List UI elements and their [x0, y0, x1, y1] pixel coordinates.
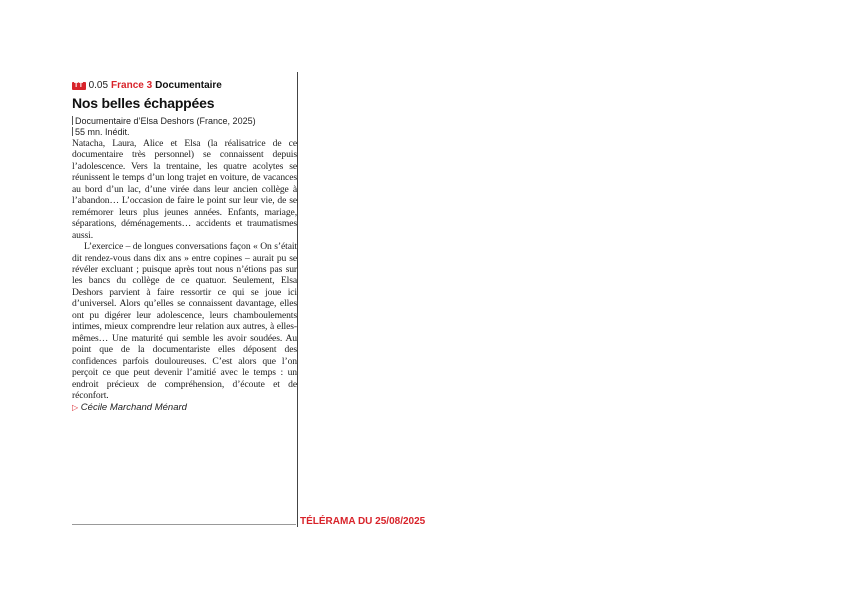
bottom-rule: [72, 524, 296, 525]
channel-name: France 3: [111, 80, 153, 91]
paragraph-1: Natacha, Laura, Alice et Elsa (la réalisatrice de ce documentaire très personnel) se connaissent depuis l’adolescence. Vers la trentaine, les quatre acolytes se réunissent le temps d’un long trajet en voiture, de vacances au bord d’un lac, d’une virée dans leur ancien collège à l’abandon… L’occasion de faire le point sur leur vie, de se remémorer leurs plus jeunes années. Enfants, mariage, séparations, déménagements… accidents et traumatismes aussi.: [72, 138, 297, 241]
triangle-arrow-icon: ▷: [72, 403, 79, 413]
program-credits: [72, 116, 297, 138]
article-clipping: [72, 80, 297, 414]
author-signature: [72, 402, 297, 414]
author-name: Cécile Marchand Ménard: [80, 402, 187, 414]
source-caption: TÉLÉRAMA DU 25/08/2025: [300, 516, 426, 527]
genre-label: Documentaire: [155, 80, 222, 91]
broadcast-time: 0.05: [88, 80, 109, 91]
paragraph-2: L’exercice – de longues conversations façon « On s’était dit rendez-vous dans dix ans » entre copines – aurait pu se révéler excluant ; puisque après tout nous n’étions pas sur les bancs du collège de ce quatuor. Seulement, Elsa Deshors parvient à faire ressortir ce qui se joue ici d’universel. Alors qu’elles se connaissent davantage, elles ont pu digérer leur adolescence, leurs chamboulements intimes, mieux comprendre leur relation aux autres, à elles-mêmes… Une maturité qui semble les avoir soudées. Au point que de la documentariste elles déposent des confidences parfois douloureuses. C’est alors que l’on perçoit ce que peut devenir l’amitié avec le temps : un endroit précieux de compréhension, d’écoute et de réconfort.: [72, 241, 297, 401]
source-divider: [297, 515, 298, 527]
article-title: Nos belles échappées: [72, 95, 215, 111]
credit-bar: [72, 116, 73, 125]
column-divider: [297, 72, 298, 527]
rating-badge: TT: [74, 82, 84, 89]
credits-line-2: 55 mn. Inédit.: [75, 127, 130, 137]
program-kicker: [72, 80, 297, 92]
credits-line-1: Documentaire d’Elsa Deshors (France, 2025): [75, 116, 256, 126]
credit-bar: [72, 127, 73, 136]
